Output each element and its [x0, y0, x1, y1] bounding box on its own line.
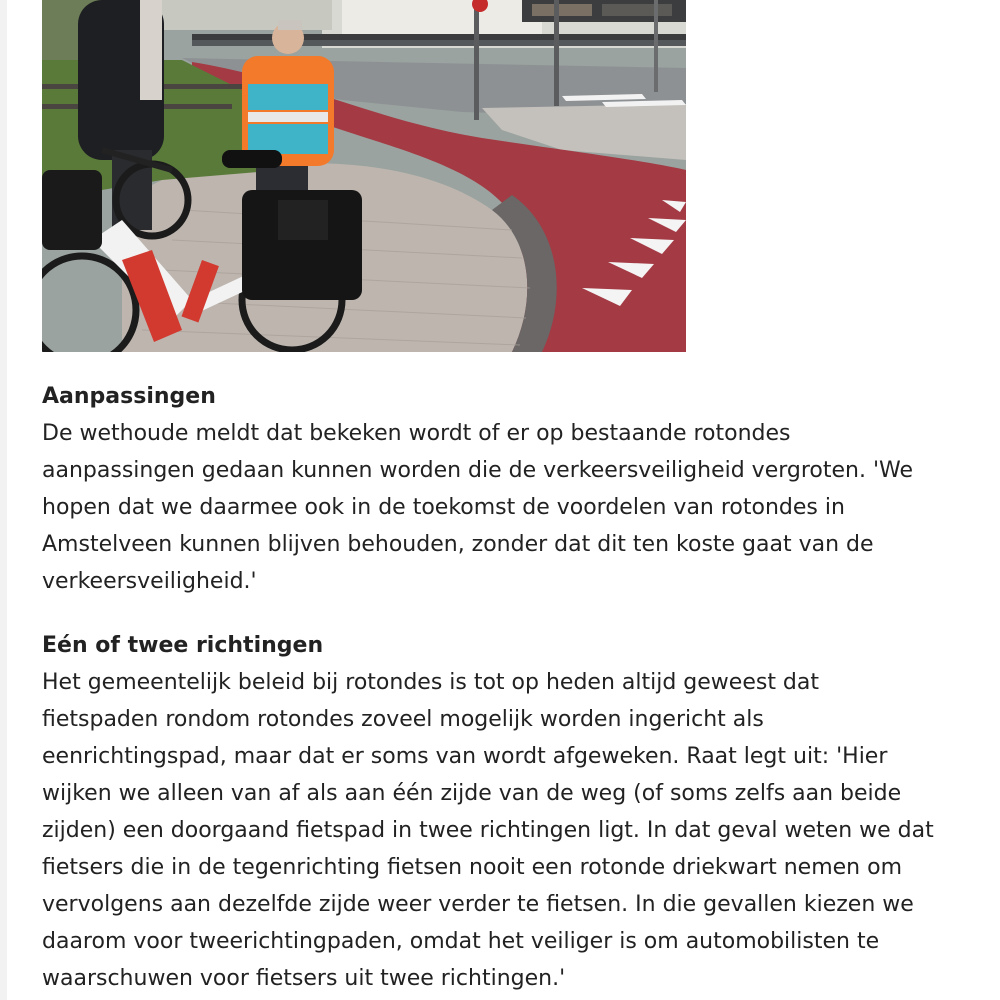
paragraph-line: fietsers die in de tegenrichting fietsen nooit een rotonde driekwart nemen om	[42, 855, 903, 880]
page-left-margin	[0, 0, 7, 1000]
paragraph-line: waarschuwen voor fietsers uit twee richtingen.'	[42, 966, 566, 991]
section-paragraph	[42, 664, 982, 997]
paragraph-line: Het gemeentelijk beleid bij rotondes is tot op heden altijd geweest dat	[42, 670, 820, 695]
section-aanpassingen	[42, 378, 982, 600]
paragraph-line: zijden) een doorgaand fietspad in twee richtingen ligt. In dat geval weten we dat	[42, 818, 934, 843]
article-body	[42, 378, 982, 997]
section-heading: Aanpassingen	[42, 384, 216, 409]
article-photo[interactable]	[42, 0, 686, 352]
paragraph-line: Amstelveen kunnen blijven behouden, zonder dat dit ten koste gaat van de	[42, 532, 874, 557]
section-paragraph	[42, 415, 982, 600]
paragraph-line: De wethoude meldt dat bekeken wordt of er op bestaande rotondes	[42, 421, 791, 446]
paragraph-line: wijken we alleen van af als aan één zijde van de weg (of soms zelfs aan beide	[42, 781, 902, 806]
paragraph-line: eenrichtingspad, maar dat er soms van wordt afgeweken. Raat legt uit: 'Hier	[42, 744, 888, 769]
paragraph-line: hopen dat we daarmee ook in de toekomst de voordelen van rotondes in	[42, 495, 845, 520]
paragraph-line: aanpassingen gedaan kunnen worden die de verkeersveiligheid vergroten. 'We	[42, 458, 914, 483]
paragraph-line: fietspaden rondom rotondes zoveel mogelijk worden ingericht als	[42, 707, 764, 732]
article-photo-illustration	[42, 0, 686, 352]
section-heading: Eén of twee richtingen	[42, 633, 324, 658]
section-een-of-twee-richtingen	[42, 627, 982, 997]
paragraph-line: verkeersveiligheid.'	[42, 569, 257, 594]
paragraph-line: daarom voor tweerichtingpaden, omdat het veiliger is om automobilisten te	[42, 929, 880, 954]
paragraph-line: vervolgens aan dezelfde zijde weer verder te fietsen. In die gevallen kiezen we	[42, 892, 914, 917]
